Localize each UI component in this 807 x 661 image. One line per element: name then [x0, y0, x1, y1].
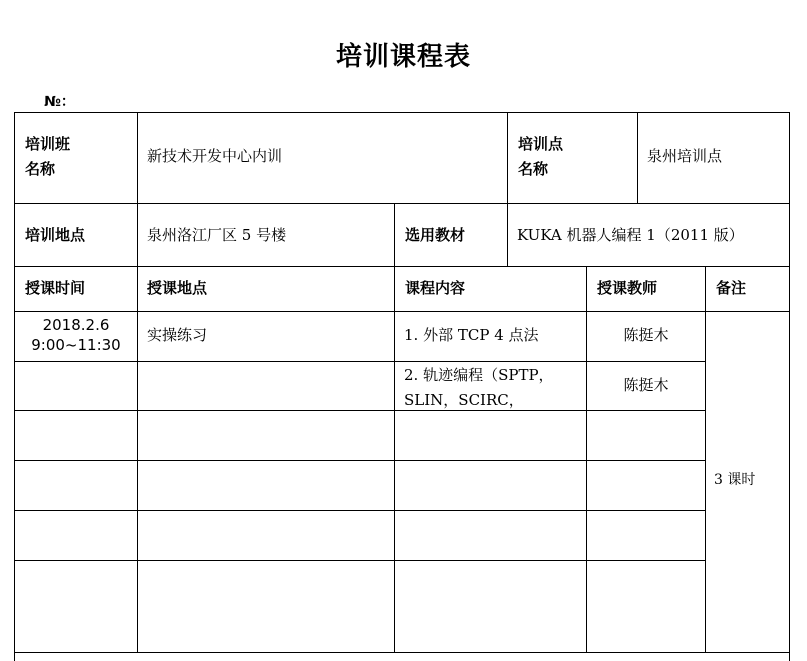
column-header-content: 课程内容	[405, 279, 466, 297]
row-divider	[14, 266, 790, 267]
page-title: 培训课程表	[335, 42, 471, 72]
row-divider	[14, 652, 790, 653]
column-header-time: 授课时间	[25, 279, 86, 297]
column-divider	[705, 266, 706, 653]
class-name-label	[25, 132, 70, 182]
row-2-content-line2: SLIN，SCIRC，	[404, 391, 524, 409]
column-header-remark: 备注	[716, 279, 747, 297]
row-divider	[14, 460, 706, 461]
table-row-1-teacher: 陈挺木	[623, 326, 669, 344]
table-border-top	[14, 112, 790, 113]
row-divider	[14, 311, 790, 312]
document-number-label: №：	[44, 94, 75, 110]
table-row-2-content	[404, 363, 554, 413]
row-divider	[14, 361, 706, 362]
row-divider	[14, 510, 706, 511]
column-divider	[394, 203, 395, 653]
column-divider	[137, 112, 138, 653]
class-name-label-line1: 培训班	[25, 135, 71, 153]
table-row-2-teacher: 陈挺木	[623, 376, 669, 394]
class-name-label-line2: 名称	[25, 160, 56, 178]
row-2-content-line1: 2. 轨迹编程（SPTP，	[404, 366, 554, 384]
remark-value: 3 课时	[714, 472, 756, 488]
column-divider	[507, 112, 508, 267]
site-name-label-line2: 名称	[518, 160, 549, 178]
table-row-1-time	[15, 315, 137, 355]
textbook-value: KUKA 机器人编程 1（2011 版）	[517, 226, 744, 244]
class-name-value: 新技术开发中心内训	[147, 147, 283, 165]
table-border-left	[14, 112, 15, 661]
table-border-right	[789, 112, 790, 661]
table-row-1-content: 1. 外部 TCP 4 点法	[404, 326, 539, 344]
textbook-label: 选用教材	[405, 226, 466, 244]
row-1-date: 2018.2.6	[42, 316, 110, 334]
site-name-label	[518, 132, 563, 182]
table-row-1-place: 实操练习	[147, 326, 208, 344]
column-divider	[637, 112, 638, 204]
site-name-label-line1: 培训点	[518, 135, 564, 153]
location-label: 培训地点	[25, 226, 86, 244]
row-divider	[14, 410, 706, 411]
row-divider	[14, 560, 706, 561]
column-header-teacher: 授课教师	[597, 279, 658, 297]
row-1-time-range: 9:00~11:30	[31, 336, 121, 354]
row-divider	[14, 203, 790, 204]
site-name-value: 泉州培训点	[647, 147, 723, 165]
column-header-place: 授课地点	[147, 279, 208, 297]
location-value: 泉州洛江厂区 5 号楼	[147, 226, 287, 244]
